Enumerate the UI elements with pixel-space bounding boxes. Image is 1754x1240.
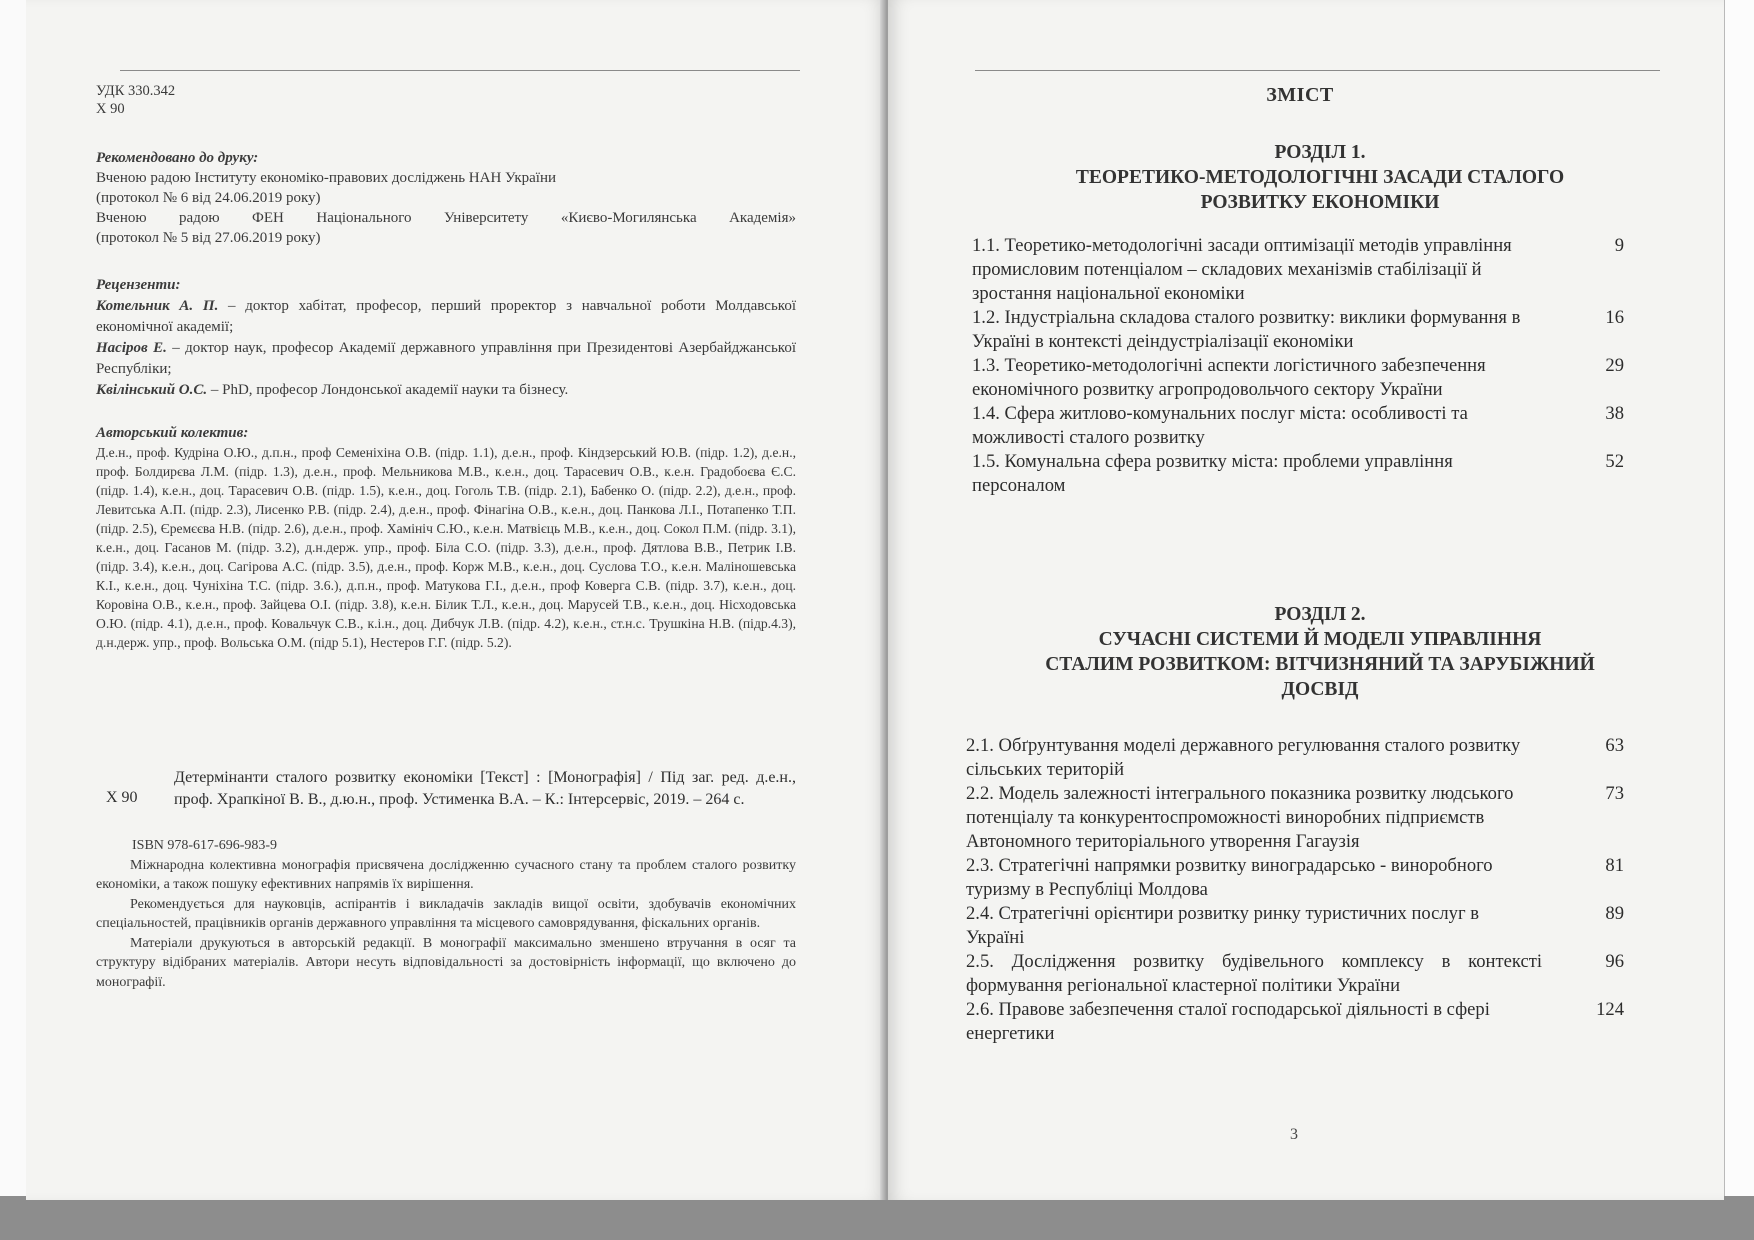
catalog-code: Х 90	[96, 101, 125, 117]
section-2-toc	[966, 734, 1632, 1046]
reviewer-desc: – доктор хабітат, професор, перший проректор з навчальної роботи Молдавської економічної академії;	[96, 298, 796, 335]
toc-item-text: 2.4. Стратегічні орієнтири розвитку ринку туристичних послуг в Україні	[966, 903, 1480, 948]
toc-item-page: 73	[1605, 783, 1624, 804]
toc-item[interactable]	[972, 306, 1632, 354]
authors-text: Д.е.н., проф. Кудріна О.Ю., д.п.н., проф Семеніхіна О.В. (підр. 1.1), д.е.н., проф. Кіндзерський Ю.В. (підр. 1.2), д.е.н., проф. Болдирєва Л.М. (підр. 1.3), д.е.н., проф. Мельникова М.В., к.е.н., доц. Тарасевич О.В., к.е.н. Градобоєва Є.С. (підр. 1.4), к.е.н., доц. Тарасевич О.В. (підр. 1.5), к.е.н., доц. Гоголь Т.В. (підр. 2.1), Бабенко О. (підр. 2.2), д.е.н., проф. Левитська А.П. (підр. 2.3), Лисенко Р.В. (підр. 2.4), д.е.н., проф. Фінагіна О.В., к.е.н., доц. Панкова Л.І., Потапенко Т.П. (підр. 2.5), Єремєєва Н.В. (підр. 2.6), д.е.н., проф. Хамініч С.Ю., к.е.н. Матвієць М.В., к.е.н., доц. Сокол П.М. (підр. 3.1), к.е.н., доц. Гасанов М. (підр. 3.2), д.н.держ. упр., проф. Біла С.О. (підр. 3.3), д.е.н., проф. Дятлова В.В., Петрик І.В. (підр. 3.4), к.е.н., доц. Сагірова А.С. (підр. 3.5), д.е.н., проф. Корж М.В., к.е.н., доц. Суслова Т.О., к.е.н. Маліношевська К.І., к.е.н., доц. Чуніхіна Т.С. (підр. 3.6.), д.п.н., проф. Матукова Г.І., д.е.н., проф Коверга С.В. (підр. 3.7), к.е.н., доц. Коровіна О.В., к.е.н., проф. Зайцева О.І. (підр. 3.8), к.е.н. Білик Т.Л., к.е.н., доц. Марусей Т.В., к.е.н., доц. Нісходовська О.Ю. (підр. 4.1), д.е.н., проф. Ковальчук С.В., к.і.н., доц. Дибчук Л.В. (підр. 4.2), к.е.н., ст.н.с. Трушкіна Н.В. (підр.4.3), д.н.держ. упр., проф. Вольська О.М. (підр 5.1), Нестеров Г.Г. (підр. 5.2).	[96, 445, 796, 650]
section-title-line: СУЧАСНІ СИСТЕМИ Й МОДЕЛІ УПРАВЛІННЯ	[1098, 629, 1542, 650]
udk-block	[96, 82, 796, 118]
section-title-line: РОЗВИТКУ ЕКОНОМІКИ	[1200, 192, 1440, 213]
toc-item-page: 96	[1605, 951, 1624, 972]
section-title-line: СТАЛИМ РОЗВИТКОМ: ВІТЧИЗНЯНИЙ ТА ЗАРУБІЖНИЙ	[1045, 654, 1595, 675]
section-2-heading	[960, 602, 1680, 702]
abstract-paragraph: Матеріали друкуються в авторській редакції. В монографії максимально зменшено втручання в осяг та структуру відібраних матеріалів. Автори несуть відповідальності за достовірність інформації, що включено до монографії.	[96, 935, 796, 990]
section-title-line: ТЕОРЕТИКО-МЕТОДОЛОГІЧНІ ЗАСАДИ СТАЛОГО	[1075, 167, 1565, 188]
toc-item-page: 89	[1605, 903, 1624, 924]
reviewers-heading: Рецензенти:	[96, 277, 181, 293]
recommended-line: Вченою радою ФЕН Національного Університету «Києво-Могилянська Академія»	[96, 210, 796, 226]
reviewer-entry	[96, 380, 796, 401]
toc-item-page: 52	[1605, 451, 1624, 472]
section-number: РОЗДІЛ 2.	[1274, 604, 1366, 625]
toc-item[interactable]	[972, 402, 1632, 450]
reviewer-name: Насіров Е.	[96, 340, 167, 356]
reviewer-desc: – доктор наук, професор Академії державного управління при Президентові Азербайджанської Республіки;	[96, 340, 796, 377]
reviewer-name: Котельник А. П.	[96, 298, 219, 314]
toc-item[interactable]	[966, 734, 1632, 782]
toc-item-text: 2.6. Правове забезпечення сталої господарської діяльності в сфері енергетики	[966, 999, 1490, 1044]
toc-item-text: 2.1. Обґрунтування моделі державного регулювання сталого розвитку сільських територій	[966, 735, 1521, 780]
abstract-paragraph: Рекомендується для науковців, аспірантів і викладачів закладів вищої освіти, здобувачів економічних спеціальностей, працівників органів державного управління та місцевого самоврядування, фіскальних органів.	[96, 896, 796, 931]
reviewer-name: Квілінський О.С.	[96, 382, 208, 398]
biblio-text: Детермінанти сталого розвитку економіки [Текст] : [Монографія] / Під заг. ред. д.е.н., проф. Храпкіної В. В., д.ю.н., проф. Устименка В.А. – К.: Інтерсервіс, 2019. – 264 с.	[174, 769, 796, 808]
recommended-block	[96, 148, 796, 248]
toc-item-text: 1.4. Сфера житлово-комунальних послуг міста: особливості та можливості сталого розвитку	[972, 403, 1468, 448]
reviewer-entry	[96, 296, 796, 338]
reviewer-entry	[96, 338, 796, 380]
toc-item-page: 9	[1614, 235, 1624, 256]
top-rule-right	[975, 70, 1660, 71]
recommended-line: (протокол № 6 від 24.06.2019 року)	[96, 190, 321, 206]
section-number: РОЗДІЛ 1.	[1274, 142, 1366, 163]
toc-item-page: 29	[1605, 355, 1624, 376]
abstract-block	[96, 836, 796, 992]
biblio-code: Х 90	[106, 789, 138, 806]
top-rule-left	[120, 70, 800, 71]
toc-item[interactable]	[972, 234, 1632, 306]
toc-item-text: 1.2. Індустріальна складова сталого розвитку: виклики формування в Україні в контексті деіндустріалізації економіки	[972, 307, 1521, 352]
toc-item-page: 81	[1605, 855, 1624, 876]
reviewers-block	[96, 275, 796, 401]
section-1-toc	[972, 234, 1632, 498]
toc-item-text: 1.3. Теоретико-методологічні аспекти логістичного забезпечення економічного розвитку агропродовольчого сектору України	[972, 355, 1486, 400]
toc-item[interactable]	[972, 354, 1632, 402]
toc-item-text: 2.2. Модель залежності інтегрального показника розвитку людського потенціалу та конкурентоспроможності виноробних підприємств Автономного територіального утворення Гагаузія	[966, 783, 1514, 852]
scan-bottom-shadow	[0, 1196, 1754, 1240]
toc-item[interactable]	[966, 998, 1632, 1046]
recommended-line: (протокол № 5 від 27.06.2019 року)	[96, 230, 321, 246]
authors-heading: Авторський колектив:	[96, 425, 249, 441]
toc-title: ЗМІСТ	[1266, 84, 1334, 106]
toc-item-page: 38	[1605, 403, 1624, 424]
scan-left-margin	[0, 0, 26, 1240]
toc-item[interactable]	[966, 782, 1632, 854]
section-1-heading	[980, 140, 1660, 215]
recommended-heading: Рекомендовано до друку:	[96, 150, 259, 166]
recommended-line: Вченою радою Інституту економіко-правових досліджень НАН України	[96, 170, 557, 186]
toc-item-text: 1.5. Комунальна сфера розвитку міста: проблеми управління персоналом	[972, 451, 1453, 496]
toc-item-page: 63	[1605, 735, 1624, 756]
isbn: ISBN 978-617-696-983-9	[132, 838, 278, 853]
toc-item-text: 2.3. Стратегічні напрямки розвитку виноградарсько - виноробного туризму в Республіці Молдова	[966, 855, 1493, 900]
reviewer-desc: – PhD, професор Лондонської академії науки та бізнесу.	[207, 382, 569, 398]
scan-right-margin	[1725, 0, 1754, 1240]
toc-item-text: 2.5. Дослідження розвитку будівельного комплексу в контексті формування регіональної кластерної політики України	[966, 951, 1542, 996]
toc-item[interactable]	[966, 902, 1632, 950]
toc-item[interactable]	[966, 950, 1632, 998]
toc-item[interactable]	[966, 854, 1632, 902]
page-number: 3	[1290, 1126, 1298, 1143]
udk: УДК 330.342	[96, 83, 176, 99]
authors-block	[96, 424, 796, 652]
toc-item-text: 1.1. Теоретико-методологічні засади оптимізації методів управління промисловим потенціалом – складових механізмів стабілізації й зростання національної економіки	[972, 235, 1512, 304]
abstract-paragraph: Міжнародна колективна монографія присвячена дослідженню сучасного стану та проблем сталого розвитку економіки, а також пошуку ефективних напрямів їх вирішення.	[96, 857, 796, 892]
toc-item[interactable]	[972, 450, 1632, 498]
toc-item-page: 124	[1596, 999, 1624, 1020]
toc-item-page: 16	[1605, 307, 1624, 328]
section-title-line: ДОСВІД	[1281, 679, 1359, 700]
